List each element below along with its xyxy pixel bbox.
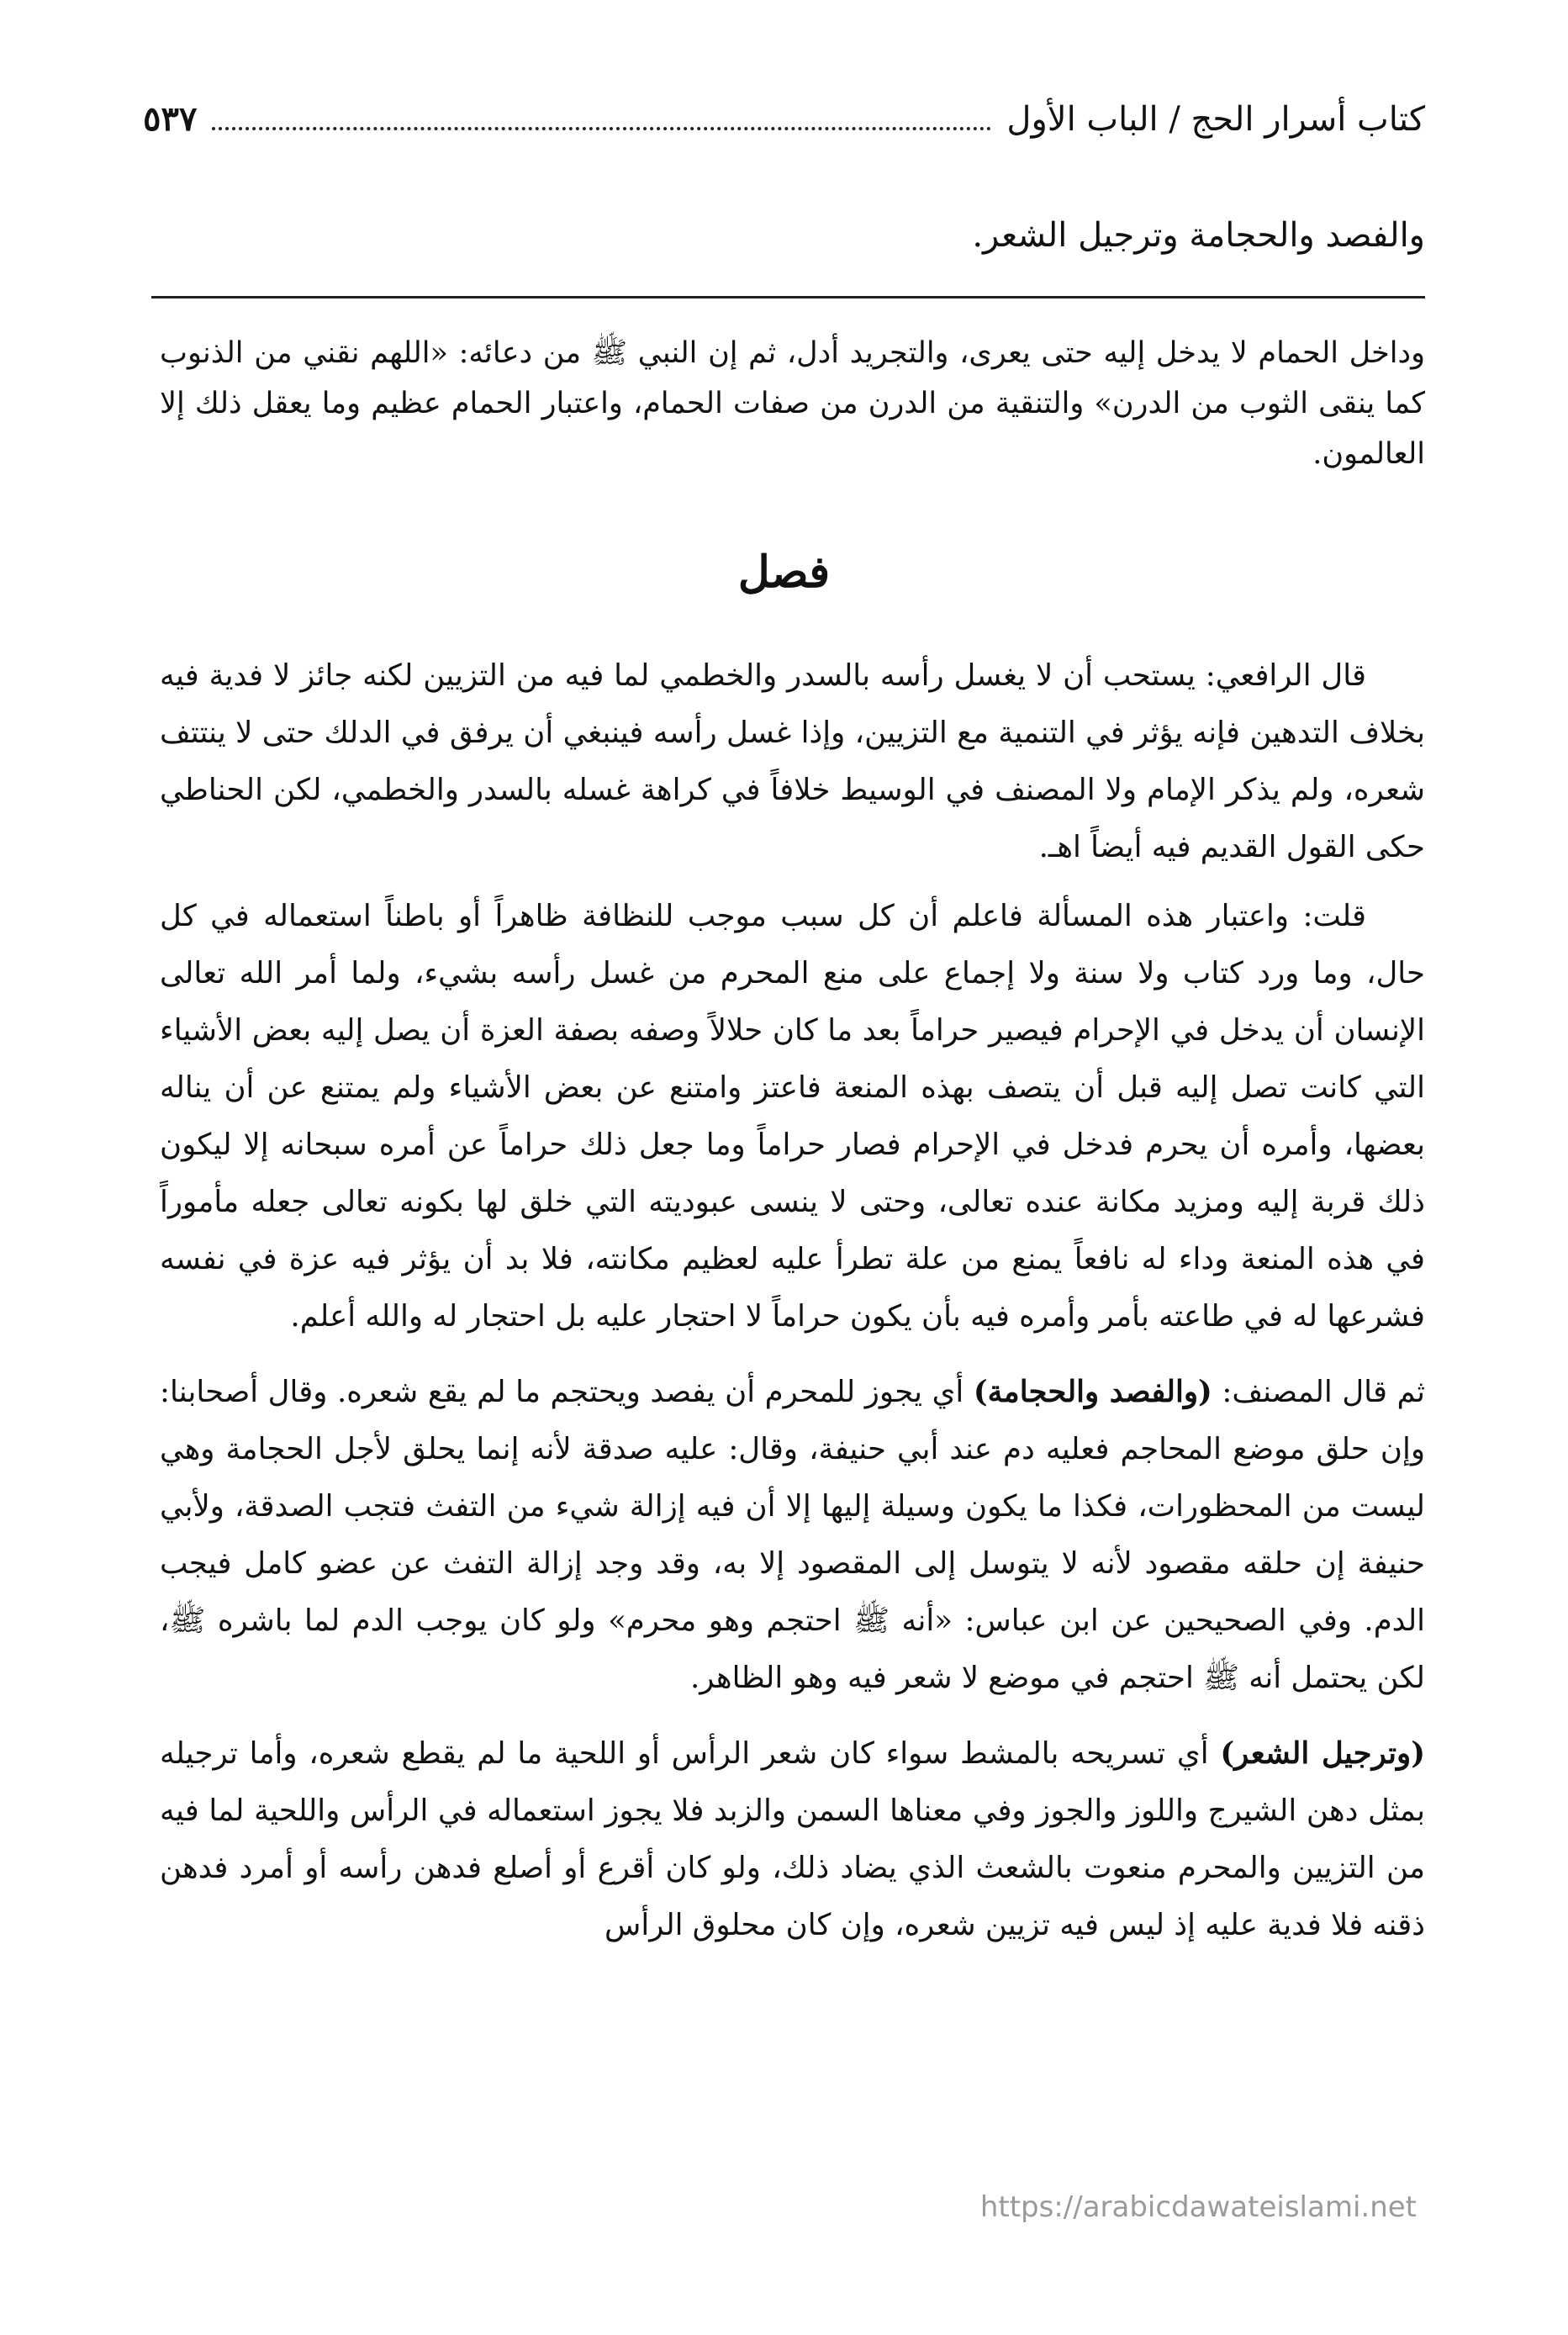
paragraph-tarjil-body: أي تسريحه بالمشط سواء كان شعر الرأس أو اللحية ما لم يقطع شعره، وأما ترجيله بمثل دهن الشيرج واللوز والجوز وفي معناها السمن والزبد فلا يجوز استعماله في الرأس واللحية لما فيه من التزيين والمحرم منعوت بالشعث الذي يضاد ذلك، ولو كان أقرع أو أصلع فدهن رأسه أو أمرد فدهن ذقنه فلا فدية عليه إذ ليس فيه تزيين شعره، وإن كان محلوق الرأس (160, 1736, 1425, 1942)
header-dot-leader (212, 108, 991, 130)
paragraph-rafii: قال الرافعي: يستحب أن لا يغسل رأسه بالسدر والخطمي لما فيه من التزيين لكنه جائز لا فدية فيه بخلاف التدهين فإنه يؤثر في التنمية مع التزيين، وإذا غسل رأسه فينبغي أن يرفق في الدلك حتى لا ينتتف شعره، ولم يذكر الإمام ولا المصنف في الوسيط خلافاً في كراهة غسله بالسدر والخطمي، لكن الحناطي حكى القول القديم فيه أيضاً اهـ. (160, 658, 1425, 864)
running-header (143, 99, 1425, 150)
header-title: كتاب أسرار الحج / الباب الأول (1006, 100, 1425, 139)
footnote-text: وداخل الحمام لا يدخل إليه حتى يعرى، والتجريد أدل، ثم إن النبي ﷺ من دعائه: «اللهم نقني من الذنوب كما ينقى الثوب من الدرن» والتنقية من الدرن من صفات الحمام، واعتبار الحمام عظيم وما يعقل ذلك إلا العالمون. (160, 336, 1425, 471)
continuation-line: والفصد والحجامة وترجيل الشعر. (972, 216, 1425, 255)
footnote-divider (151, 296, 1425, 298)
paragraph-tarjil-term: (وترجيل الشعر) (1220, 1736, 1425, 1771)
paragraph-qultu: قلت: واعتبار هذه المسألة فاعلم أن كل سبب موجب للنظافة ظاهراً أو باطناً استعماله في كل حال، وما ورد كتاب ولا سنة ولا إجماع على منع المحرم من غسل رأسه بشيء، ولما أمر الله تعالى الإنسان أن يدخل في الإحرام فيصير حراماً بعد ما كان حلالاً وصفه بصفة العزة أن يصل إليه بعض الأشياء التي كانت تصل إليه قبل أن يتصف بهذه المنعة فاعتز وامتنع عن بعض الأشياء ولم يمتنع عن أن يناله بعضها، وأمره أن يحرم فدخل في الإحرام فصار حراماً وما جعل ذلك حراماً عن أمره سبحانه إلا ليكون ذلك قربة إليه ومزيد مكانة عنده تعالى، وحتى لا ينسى عبوديته التي خلق لها بكونه تعالى جعله مأموراً في هذه المنعة وداء له نافعاً يمنع من علة تطرأ عليه لعظيم مكانته، فلا بد أن يؤثر فيه عزة في نفسه فشرعها له في طاعته بأمر وأمره فيه بأن يكون حراماً لا احتجار عليه بل احتجار له والله أعلم. (160, 899, 1425, 1334)
page-number: ٥٣٧ (143, 99, 198, 139)
paragraph-fasd-body: أي يجوز للمحرم أن يفصد ويحتجم ما لم يقع شعره. وقال أصحابنا: وإن حلق موضع المحاجم فعليه دم عند أبي حنيفة، وقال: عليه صدقة لأنه إنما يحلق لأجل الحجامة وهي ليست من المحظورات، فكذا ما يكون وسيلة إليها إلا أن فيه إزالة شيء من التفث فتجب الصدقة، ولأبي حنيفة إن حلقه مقصود لأنه لا يتوسل إلى المقصود إلا به، وقد وجد إزالة التفث عن عضو كامل فيجب الدم. وفي الصحيحين عن ابن عباس: «أنه ﷺ احتجم وهو محرم» ولو كان يوجب الدم لما باشره ﷺ، لكن يحتمل أنه ﷺ احتجم في موضع لا شعر فيه وهو الظاهر. (160, 1375, 1425, 1695)
paragraph-fasd (160, 1364, 1425, 1707)
section-title: فصل (737, 547, 831, 598)
source-watermark: https://arabicdawateislami.net (979, 2190, 1417, 2224)
paragraph-fasd-term: (والفصد والحجامة) (973, 1375, 1212, 1409)
paragraph-fasd-intro: ثم قال المصنف: (1222, 1375, 1425, 1409)
paragraph-tarjil (160, 1725, 1425, 1954)
main-text (160, 647, 1425, 1966)
